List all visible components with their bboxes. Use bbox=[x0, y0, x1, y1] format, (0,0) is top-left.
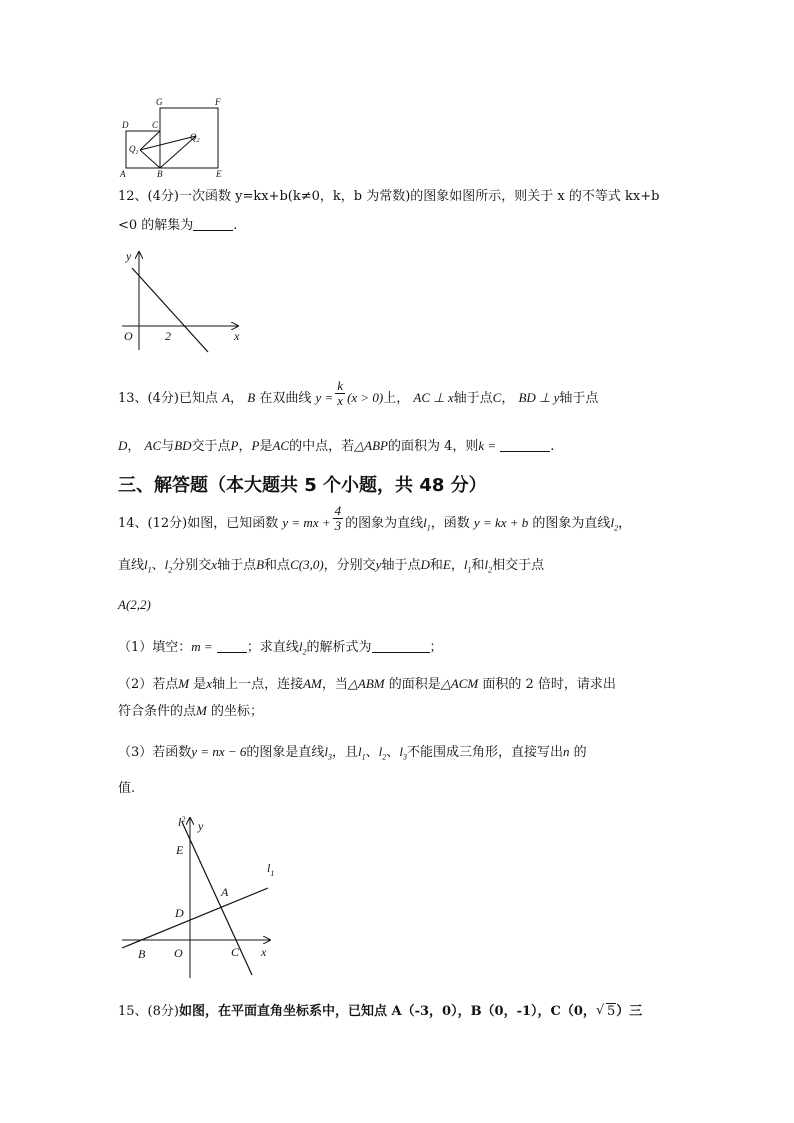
q14-text: 相交于点 bbox=[492, 558, 545, 573]
q14-l3: $l_3$ bbox=[399, 744, 407, 762]
q13-number: 13、 bbox=[118, 391, 148, 406]
q14-l3: $l_3$ bbox=[324, 744, 333, 762]
q14-sub2-line1 bbox=[118, 675, 616, 694]
q14-sub2-line2 bbox=[118, 702, 263, 721]
q15-sqrt bbox=[596, 1003, 616, 1021]
q14-number: 14、 bbox=[118, 516, 148, 531]
q12-text1: 一次函数 y=kx+b(k≠0，k，b 为常数)的图象如图所示，则关于 x 的不等式 kx+b bbox=[178, 189, 660, 204]
q14-text: （1）填空： bbox=[118, 640, 192, 655]
q14-text: ；求直线 bbox=[246, 640, 299, 655]
q13-k: k = bbox=[478, 438, 497, 453]
q14-x: x bbox=[211, 557, 218, 572]
q14-text: 面积的 2 倍时，请求出 bbox=[482, 677, 616, 692]
q12-score: (4分) bbox=[147, 189, 179, 204]
q14-frac-den: 3 bbox=[334, 518, 342, 533]
q13-ac-perp: AC ⊥ x bbox=[413, 390, 454, 405]
q14-O-label: O bbox=[174, 946, 183, 960]
q14-text: 、 bbox=[386, 745, 400, 760]
q14-text: ； bbox=[429, 640, 443, 655]
q14-frac-num: 4 bbox=[334, 503, 342, 518]
q13-point-P: P bbox=[251, 438, 260, 453]
q14-B-label: B bbox=[138, 947, 146, 961]
q13-text: 上， bbox=[383, 391, 410, 406]
q14-point-M: M bbox=[178, 676, 190, 691]
q13-score: (4分) bbox=[147, 391, 179, 406]
label-D: D bbox=[122, 120, 129, 130]
q13-text: ， bbox=[238, 439, 252, 454]
q14-n: n bbox=[562, 744, 570, 759]
q13-text: 已知点 bbox=[178, 391, 218, 406]
q14-point-A: A(2,2) bbox=[118, 597, 151, 612]
q14-score: (12分) bbox=[147, 516, 188, 531]
q14-C-label: C bbox=[231, 945, 240, 959]
q14-text: ，且 bbox=[332, 745, 359, 760]
q14-l2-label: $l^2$ bbox=[178, 815, 186, 829]
q14-point-C: C(3,0) bbox=[290, 557, 324, 572]
q14-line3 bbox=[118, 596, 151, 615]
q13-text: 的中点，若 bbox=[289, 439, 355, 454]
q14-text: 、 bbox=[151, 558, 165, 573]
q14-point-E: E bbox=[442, 557, 451, 572]
q13-line2 bbox=[118, 437, 554, 456]
q14-line1 bbox=[118, 503, 632, 538]
label-Q1: $Q_1$ bbox=[129, 144, 139, 156]
q14-l2-blank[interactable] bbox=[372, 640, 430, 653]
q14-text: ， bbox=[450, 558, 464, 573]
q14-sub1 bbox=[118, 638, 443, 662]
q14-graph bbox=[118, 810, 288, 980]
q13-BD: BD bbox=[174, 438, 192, 453]
label-F: F bbox=[215, 97, 221, 107]
q14-l2: $l_2$ bbox=[484, 557, 493, 575]
q13-condition: (x > 0) bbox=[347, 390, 384, 405]
q14-l1: $l_1$ bbox=[423, 515, 431, 533]
q13-bd-perp: BD ⊥ y bbox=[518, 390, 560, 405]
q12-tick-2: 2 bbox=[165, 329, 171, 343]
q14-text: （2）若点 bbox=[118, 677, 179, 692]
q14-A-label: A bbox=[221, 885, 229, 899]
q14-text: （3）若函数 bbox=[118, 745, 192, 760]
q14-eq1: y = mx + bbox=[282, 515, 331, 530]
q13-text: 交于点 bbox=[191, 439, 231, 454]
q14-line-l1 bbox=[122, 888, 268, 948]
q14-text: 轴于点 bbox=[381, 558, 421, 573]
q14-text: 和点 bbox=[264, 558, 291, 573]
q14-text: ， bbox=[618, 516, 632, 531]
q14-text: 的图象为直线 bbox=[532, 516, 611, 531]
q12-x-label: x bbox=[234, 329, 240, 343]
q14-text: 轴上一点，连接 bbox=[212, 677, 304, 692]
q12-text2: <0 的解集为 bbox=[118, 218, 194, 233]
q13-eq: y = bbox=[315, 390, 334, 405]
q13-frac-num: k bbox=[337, 378, 344, 393]
q13-triangle: △ABP bbox=[354, 438, 388, 453]
q14-triangle-ABM: △ABM bbox=[347, 676, 385, 691]
q15-text: 如图，在平面直角坐标系中，已知点 A（-3，0），B（0，-1），C（0， bbox=[178, 1004, 596, 1019]
q14-y-label: y bbox=[198, 819, 204, 833]
q14-text: 和 bbox=[429, 558, 443, 573]
q14-text: ，当 bbox=[321, 677, 348, 692]
q13-text: ， bbox=[230, 391, 244, 406]
q14-eq2: y = kx + b bbox=[473, 515, 529, 530]
square-figure bbox=[112, 96, 232, 178]
q13-text: ， bbox=[127, 439, 141, 454]
q13-answer-blank[interactable] bbox=[500, 439, 550, 452]
q12-y-label: y bbox=[126, 249, 132, 263]
q14-point-B: B bbox=[256, 557, 265, 572]
q13-text: 的面积为 4，则 bbox=[387, 439, 479, 454]
q14-sub3-line1 bbox=[118, 743, 587, 767]
q14-l1: $l_1$ bbox=[463, 557, 472, 575]
q14-l2: $l_2$ bbox=[298, 639, 307, 657]
q13-AC: AC bbox=[272, 438, 290, 453]
q13-AC: AC bbox=[144, 438, 162, 453]
q14-text: 的坐标； bbox=[211, 704, 264, 719]
q13-line1 bbox=[118, 378, 599, 408]
q14-text: ，分别交 bbox=[323, 558, 376, 573]
q13-text: 轴于点 bbox=[559, 391, 599, 406]
label-Q2: $Q_2$ bbox=[190, 132, 200, 144]
q14-line2 bbox=[118, 556, 544, 580]
q14-text: 、 bbox=[365, 745, 379, 760]
label-E: E bbox=[216, 169, 222, 179]
q14-AM: AM bbox=[303, 676, 322, 691]
q14-l1-label: $l_1$ bbox=[267, 861, 275, 878]
q14-text: 的图象是直线 bbox=[246, 745, 325, 760]
q14-E-label: E bbox=[176, 843, 184, 857]
q14-text: ，函数 bbox=[430, 516, 470, 531]
q13-point-D: D bbox=[118, 438, 128, 453]
q15-sqrt-value: 5 bbox=[606, 1004, 616, 1019]
section-3-title: 三、解答题（本大题共 5 个小题，共 48 分） bbox=[118, 475, 487, 496]
q14-fraction bbox=[333, 504, 344, 533]
q14-text: 直线 bbox=[118, 558, 145, 573]
label-C: C bbox=[152, 120, 159, 130]
segment-q1-b bbox=[140, 150, 160, 168]
q13-text: 与 bbox=[161, 439, 175, 454]
q12-answer-blank[interactable] bbox=[193, 218, 233, 231]
q13-fraction bbox=[335, 379, 345, 408]
q14-triangle-ACM: △ACM bbox=[440, 676, 479, 691]
q13-point-B: B bbox=[247, 390, 256, 405]
q14-text: 和 bbox=[471, 558, 485, 573]
q13-point-C: C bbox=[492, 390, 502, 405]
q13-text: 轴于点 bbox=[453, 391, 493, 406]
q14-text: 分别交 bbox=[172, 558, 212, 573]
q12-graph bbox=[118, 246, 248, 346]
q12-line2 bbox=[118, 217, 237, 235]
q14-point-D: D bbox=[420, 557, 430, 572]
q14-point-M: M bbox=[196, 703, 207, 718]
q15-number: 15、 bbox=[118, 1004, 148, 1019]
q13-text: 在双曲线 bbox=[259, 391, 312, 406]
q13-point-P: P bbox=[230, 438, 239, 453]
q15-line1 bbox=[118, 1003, 642, 1021]
q14-text: 不能围成三角形，直接写出 bbox=[406, 745, 563, 760]
q13-text: ， bbox=[501, 391, 515, 406]
q14-m-blank[interactable] bbox=[217, 640, 247, 653]
q13-point-A: A bbox=[222, 390, 231, 405]
q15-score: (8分) bbox=[147, 1004, 179, 1019]
label-B: B bbox=[157, 169, 163, 179]
q14-text: 符合条件的点 bbox=[118, 704, 197, 719]
label-A: A bbox=[120, 169, 126, 179]
q14-D-label: D bbox=[175, 906, 184, 920]
label-G: G bbox=[156, 97, 163, 107]
q13-frac-den: x bbox=[337, 393, 344, 408]
q12-line1 bbox=[118, 188, 659, 206]
q14-l2: $l_2$ bbox=[610, 515, 619, 533]
q14-text: 如图，已知函数 bbox=[187, 516, 279, 531]
q14-text: 的面积是 bbox=[388, 677, 441, 692]
q15-text: ）三 bbox=[616, 1004, 643, 1019]
q13-end: . bbox=[550, 439, 555, 454]
q12-end: . bbox=[233, 218, 238, 233]
q14-text: 值. bbox=[118, 781, 136, 796]
q14-text: 的 bbox=[573, 745, 587, 760]
q12-origin-label: O bbox=[124, 329, 133, 343]
q14-x-label: x bbox=[261, 945, 267, 959]
q14-m: m = bbox=[191, 639, 213, 654]
q14-eq3: y = nx − 6 bbox=[191, 744, 247, 759]
q14-l1: $l_1$ bbox=[358, 744, 366, 762]
q14-x: x bbox=[206, 676, 213, 691]
q14-text: 的图象为直线 bbox=[345, 516, 424, 531]
q14-y: y bbox=[375, 557, 382, 572]
q12-number: 12、 bbox=[118, 189, 148, 204]
q14-text: 轴于点 bbox=[217, 558, 257, 573]
q14-l2: $l_2$ bbox=[164, 557, 173, 575]
q14-sub3-line2 bbox=[118, 780, 135, 798]
q14-l2: $l_2$ bbox=[378, 744, 387, 762]
q14-text: 的解析式为 bbox=[306, 640, 372, 655]
q14-l1: $l_1$ bbox=[144, 557, 152, 575]
q14-text: 是 bbox=[193, 677, 207, 692]
q13-text: 是 bbox=[259, 439, 273, 454]
